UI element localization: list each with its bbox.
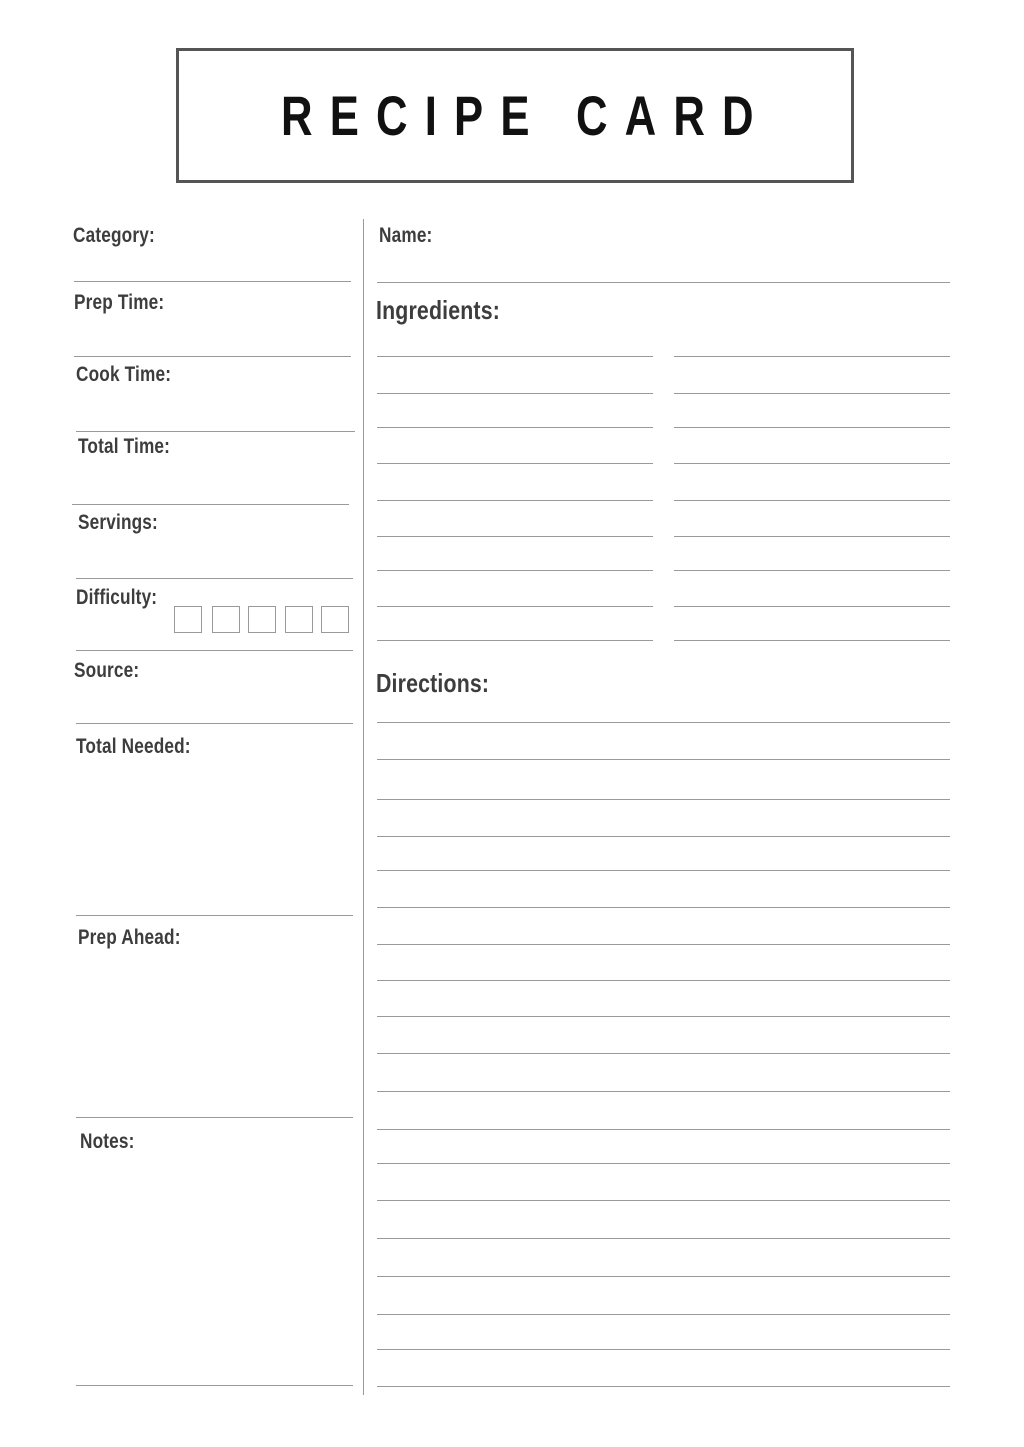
ingredients-label: Ingredients: (376, 295, 500, 325)
page-title: RECIPE CARD (281, 84, 771, 147)
ingredient-line[interactable] (674, 606, 950, 607)
ingredient-line[interactable] (674, 570, 950, 571)
prep-time-label: Prep Time: (74, 291, 165, 314)
prep-ahead-line[interactable] (76, 1117, 353, 1118)
total-time-line[interactable] (72, 504, 349, 505)
total-needed-label: Total Needed: (76, 735, 191, 758)
ingredient-line[interactable] (377, 536, 653, 537)
prep-time-line[interactable] (74, 356, 351, 357)
name-line[interactable] (377, 282, 950, 283)
total-needed-line[interactable] (76, 915, 353, 916)
direction-line[interactable] (377, 759, 950, 760)
notes-label: Notes: (80, 1130, 135, 1153)
category-line[interactable] (74, 281, 351, 282)
direction-line[interactable] (377, 1238, 950, 1239)
ingredient-line[interactable] (377, 393, 653, 394)
difficulty-box-4[interactable] (285, 606, 313, 633)
difficulty-box-2[interactable] (212, 606, 240, 633)
direction-line[interactable] (377, 1200, 950, 1201)
ingredient-line[interactable] (377, 640, 653, 641)
servings-line[interactable] (76, 578, 353, 579)
prep-ahead-label: Prep Ahead: (78, 926, 181, 949)
source-label: Source: (74, 659, 140, 682)
ingredient-line[interactable] (377, 570, 653, 571)
direction-line[interactable] (377, 799, 950, 800)
source-line[interactable] (76, 723, 353, 724)
ingredient-line[interactable] (674, 536, 950, 537)
notes-line[interactable] (76, 1385, 353, 1386)
ingredient-line[interactable] (377, 606, 653, 607)
ingredient-line[interactable] (674, 356, 950, 357)
ingredient-line[interactable] (377, 356, 653, 357)
ingredient-line[interactable] (674, 500, 950, 501)
ingredient-line[interactable] (674, 427, 950, 428)
direction-line[interactable] (377, 1163, 950, 1164)
direction-line[interactable] (377, 1386, 950, 1387)
direction-line[interactable] (377, 1091, 950, 1092)
direction-line[interactable] (377, 836, 950, 837)
direction-line[interactable] (377, 1053, 950, 1054)
ingredient-line[interactable] (674, 640, 950, 641)
direction-line[interactable] (377, 1349, 950, 1350)
total-time-label: Total Time: (78, 435, 171, 458)
difficulty-box-5[interactable] (321, 606, 349, 633)
direction-line[interactable] (377, 907, 950, 908)
ingredient-line[interactable] (377, 427, 653, 428)
name-label: Name: (379, 224, 433, 247)
cook-time-label: Cook Time: (76, 363, 172, 386)
title-box (176, 48, 854, 183)
directions-label: Directions: (376, 668, 490, 698)
difficulty-box-1[interactable] (174, 606, 202, 633)
ingredient-line[interactable] (377, 463, 653, 464)
direction-line[interactable] (377, 722, 950, 723)
ingredient-line[interactable] (674, 393, 950, 394)
direction-line[interactable] (377, 1314, 950, 1315)
ingredient-line[interactable] (377, 500, 653, 501)
direction-line[interactable] (377, 1129, 950, 1130)
column-divider (363, 219, 364, 1395)
direction-line[interactable] (377, 870, 950, 871)
difficulty-line (76, 650, 353, 651)
cook-time-line[interactable] (76, 431, 355, 432)
direction-line[interactable] (377, 1276, 950, 1277)
difficulty-label: Difficulty: (76, 586, 158, 609)
category-label: Category: (73, 224, 155, 247)
direction-line[interactable] (377, 980, 950, 981)
ingredient-line[interactable] (674, 463, 950, 464)
difficulty-box-3[interactable] (248, 606, 276, 633)
direction-line[interactable] (377, 1016, 950, 1017)
servings-label: Servings: (78, 511, 158, 534)
direction-line[interactable] (377, 944, 950, 945)
